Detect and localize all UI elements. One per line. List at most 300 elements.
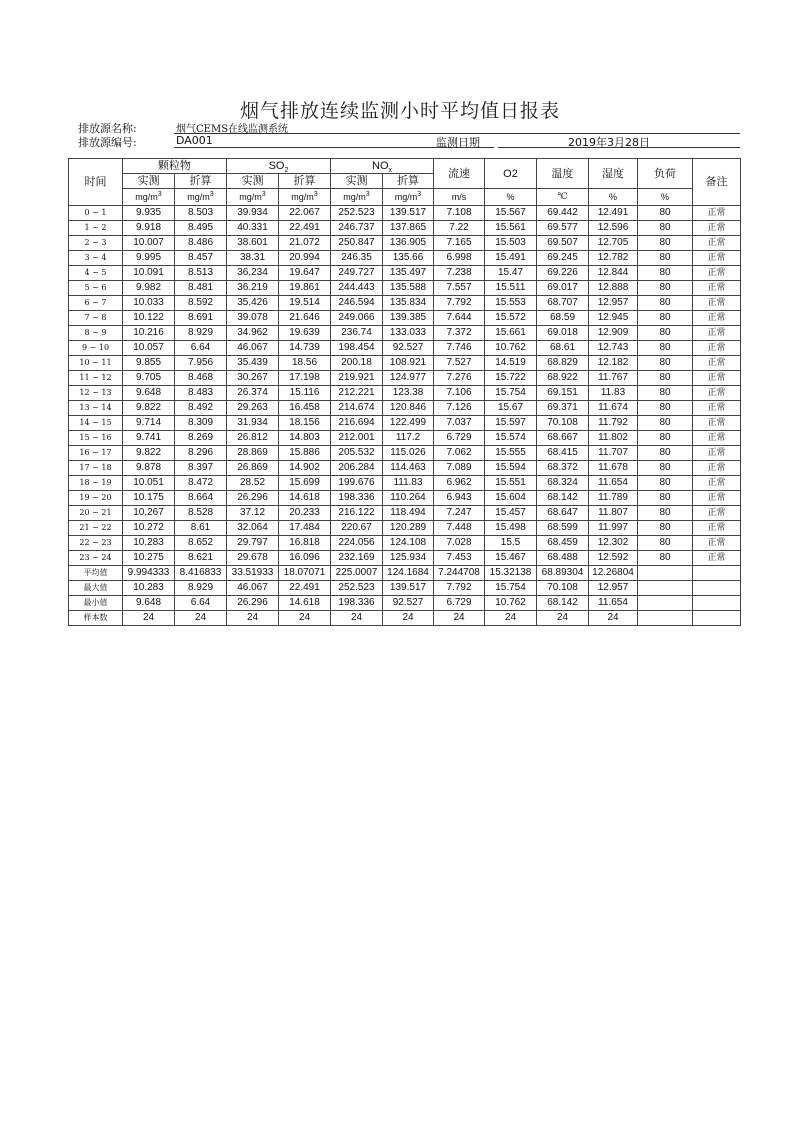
table-cell: 12.182 — [589, 356, 638, 371]
table-row — [69, 536, 741, 551]
table-cell: 135.497 — [383, 266, 434, 281]
table-cell: 236.74 — [331, 326, 383, 341]
table-cell: 11.789 — [589, 491, 638, 506]
table-cell: 133.033 — [383, 326, 434, 341]
table-cell: 16.458 — [279, 401, 331, 416]
table-cell: 10.175 — [123, 491, 175, 506]
table-cell: 7.247 — [434, 506, 485, 521]
table-cell: 80 — [638, 206, 693, 221]
table-cell: 9.878 — [123, 461, 175, 476]
table-cell: 12.888 — [589, 281, 638, 296]
source-name-value: 烟气CEMS在线监测系统 — [176, 124, 289, 135]
table-cell: 11.83 — [589, 386, 638, 401]
table-cell: 8.472 — [175, 476, 227, 491]
table-cell: 15.116 — [279, 386, 331, 401]
table-cell: 80 — [638, 296, 693, 311]
table-body — [69, 206, 741, 566]
table-cell: 7.372 — [434, 326, 485, 341]
table-cell: 12.26804 — [589, 566, 638, 581]
table-cell: 68.488 — [537, 551, 589, 566]
table-row-label: 0 ~ 1 — [69, 206, 123, 221]
table-row — [69, 311, 741, 326]
col-remarks: 备注 — [693, 159, 741, 206]
table-cell: 225.0007 — [331, 566, 383, 581]
table-cell: 80 — [638, 251, 693, 266]
table-cell: 118.494 — [383, 506, 434, 521]
table-cell: 40.331 — [227, 221, 279, 236]
table-cell: 69.245 — [537, 251, 589, 266]
table-cell: 12.957 — [589, 296, 638, 311]
table-cell: 80 — [638, 311, 693, 326]
table-cell: 68.415 — [537, 446, 589, 461]
table-cell: 10.272 — [123, 521, 175, 536]
table-cell: 11.678 — [589, 461, 638, 476]
table-cell: 7.746 — [434, 341, 485, 356]
table-cell: 7.165 — [434, 236, 485, 251]
table-cell — [638, 611, 693, 626]
table-cell: 115.026 — [383, 446, 434, 461]
table-cell: 正常 — [693, 521, 741, 536]
col-time: 时间 — [69, 159, 123, 206]
table-cell: 68.647 — [537, 506, 589, 521]
unit-o2: % — [485, 189, 537, 206]
table-cell: 24 — [537, 611, 589, 626]
table-cell: 29.263 — [227, 401, 279, 416]
table-cell: 110.264 — [383, 491, 434, 506]
table-row — [69, 461, 741, 476]
table-cell: 11.654 — [589, 596, 638, 611]
table-row — [69, 251, 741, 266]
table-cell: 10.007 — [123, 236, 175, 251]
table-cell: 80 — [638, 221, 693, 236]
table-row — [69, 221, 741, 236]
table-row-label: 10 ~ 11 — [69, 356, 123, 371]
table-cell: 6.998 — [434, 251, 485, 266]
table-cell: 244.443 — [331, 281, 383, 296]
table-cell: 139.385 — [383, 311, 434, 326]
date-label: 监测日期 — [436, 136, 480, 149]
table-cell: 7.126 — [434, 401, 485, 416]
table-cell: 6.729 — [434, 596, 485, 611]
table-cell: 14.618 — [279, 491, 331, 506]
table-cell: 9.982 — [123, 281, 175, 296]
table-cell: 18.56 — [279, 356, 331, 371]
table-cell: 7.276 — [434, 371, 485, 386]
unit-cell: $mg/m^3$ — [123, 189, 175, 206]
table-row — [69, 341, 741, 356]
unit-flow: m/s — [434, 189, 485, 206]
table-cell: 80 — [638, 371, 693, 386]
table-cell: 249.727 — [331, 266, 383, 281]
table-cell: 14.902 — [279, 461, 331, 476]
table-cell: 正常 — [693, 221, 741, 236]
table-cell: 7.028 — [434, 536, 485, 551]
stats-row-label: 平均值 — [69, 566, 123, 581]
table-cell: 205.532 — [331, 446, 383, 461]
table-row-label: 11 ~ 12 — [69, 371, 123, 386]
table-cell: 正常 — [693, 371, 741, 386]
table-cell: 10.267 — [123, 506, 175, 521]
stats-row-label: 样本数 — [69, 611, 123, 626]
table-row-label: 16 ~ 17 — [69, 446, 123, 461]
table-cell: 224.056 — [331, 536, 383, 551]
table-cell: 7.527 — [434, 356, 485, 371]
table-row-label: 18 ~ 19 — [69, 476, 123, 491]
table-cell: 36.234 — [227, 266, 279, 281]
table-cell: 14.618 — [279, 596, 331, 611]
table-cell: 15.594 — [485, 461, 537, 476]
table-cell: 7.22 — [434, 221, 485, 236]
table-row-label: 9 ~ 10 — [69, 341, 123, 356]
source-id-row — [68, 134, 740, 148]
particulate-measured: 实测 — [123, 174, 175, 189]
col-humidity: 湿度 — [589, 159, 638, 189]
table-cell: 14.803 — [279, 431, 331, 446]
table-cell: 17.198 — [279, 371, 331, 386]
table-cell: 124.977 — [383, 371, 434, 386]
table-cell: 15.699 — [279, 476, 331, 491]
stats-body — [69, 566, 741, 626]
source-name-label: 排放源名称: — [78, 122, 137, 135]
col-nox: $NO_x$ — [331, 159, 434, 174]
col-load: 负荷 — [638, 159, 693, 189]
table-cell: 68.459 — [537, 536, 589, 551]
table-cell: 11.807 — [589, 506, 638, 521]
table-cell: 198.454 — [331, 341, 383, 356]
table-cell: 21.072 — [279, 236, 331, 251]
table-row — [69, 476, 741, 491]
table-cell: 35.426 — [227, 296, 279, 311]
table-row — [69, 371, 741, 386]
table-cell: 24 — [434, 611, 485, 626]
table-cell: 200.18 — [331, 356, 383, 371]
table-row-label: 4 ~ 5 — [69, 266, 123, 281]
table-cell: 28.52 — [227, 476, 279, 491]
table-cell: 8.513 — [175, 266, 227, 281]
table-cell: 20.233 — [279, 506, 331, 521]
table-cell: 80 — [638, 491, 693, 506]
table-cell: 12.782 — [589, 251, 638, 266]
table-row-label: 3 ~ 4 — [69, 251, 123, 266]
table-cell: 108.921 — [383, 356, 434, 371]
table-cell: 21.646 — [279, 311, 331, 326]
table-cell: 6.943 — [434, 491, 485, 506]
table-cell: 15.498 — [485, 521, 537, 536]
table-cell: 232.169 — [331, 551, 383, 566]
table-cell: 32.064 — [227, 521, 279, 536]
table-cell: 15.661 — [485, 326, 537, 341]
table-cell: 80 — [638, 266, 693, 281]
table-row — [69, 326, 741, 341]
table-cell: 8.492 — [175, 401, 227, 416]
table-cell: 68.707 — [537, 296, 589, 311]
table-cell: 252.523 — [331, 581, 383, 596]
table-cell: 70.108 — [537, 416, 589, 431]
unit-cell: $mg/m^3$ — [175, 189, 227, 206]
table-cell: 15.511 — [485, 281, 537, 296]
table-cell: 212.001 — [331, 431, 383, 446]
table-cell: 38.31 — [227, 251, 279, 266]
table-cell: 正常 — [693, 386, 741, 401]
table-cell: 7.108 — [434, 206, 485, 221]
table-cell: 8.503 — [175, 206, 227, 221]
table-cell: 46.067 — [227, 341, 279, 356]
table-cell: 19.861 — [279, 281, 331, 296]
table-cell: 80 — [638, 416, 693, 431]
table-row-label: 17 ~ 18 — [69, 461, 123, 476]
stats-row — [69, 611, 741, 626]
table-cell: 15.32138 — [485, 566, 537, 581]
nox-measured: 实测 — [331, 174, 383, 189]
table-cell: 7.448 — [434, 521, 485, 536]
table-cell: 8.664 — [175, 491, 227, 506]
stats-row — [69, 596, 741, 611]
table-cell: 10.057 — [123, 341, 175, 356]
unit-cell: $mg/m^3$ — [279, 189, 331, 206]
table-row-label: 2 ~ 3 — [69, 236, 123, 251]
table-row-label: 23 ~ 24 — [69, 551, 123, 566]
table-cell: 19.647 — [279, 266, 331, 281]
table-cell: 8.652 — [175, 536, 227, 551]
table-cell: 249.066 — [331, 311, 383, 326]
table-cell: 68.324 — [537, 476, 589, 491]
source-id-value: DA001 — [176, 134, 213, 147]
table-cell: 8.457 — [175, 251, 227, 266]
table-cell: 7.062 — [434, 446, 485, 461]
table-cell: 111.83 — [383, 476, 434, 491]
table-cell: 10.275 — [123, 551, 175, 566]
table-cell: 80 — [638, 551, 693, 566]
unit-temp: ℃ — [537, 189, 589, 206]
table-cell: 15.503 — [485, 236, 537, 251]
table-cell: 7.644 — [434, 311, 485, 326]
col-temp: 温度 — [537, 159, 589, 189]
table-cell: 正常 — [693, 206, 741, 221]
table-cell: 15.457 — [485, 506, 537, 521]
table-cell: 14.519 — [485, 356, 537, 371]
table-cell: 124.108 — [383, 536, 434, 551]
table-cell: 9.995 — [123, 251, 175, 266]
table-cell: 9.822 — [123, 401, 175, 416]
table-cell: 15.572 — [485, 311, 537, 326]
table-cell: 12.302 — [589, 536, 638, 551]
table-cell: 37.12 — [227, 506, 279, 521]
table-cell: 15.491 — [485, 251, 537, 266]
table-cell: 198.336 — [331, 596, 383, 611]
table-cell: 正常 — [693, 401, 741, 416]
table-cell: 15.754 — [485, 581, 537, 596]
table-cell: 6.64 — [175, 341, 227, 356]
unit-cell: $mg/m^3$ — [227, 189, 279, 206]
table-row-label: 21 ~ 22 — [69, 521, 123, 536]
table-cell: 8.483 — [175, 386, 227, 401]
table-cell: 正常 — [693, 236, 741, 251]
table-row-label: 19 ~ 20 — [69, 491, 123, 506]
table-cell: 正常 — [693, 446, 741, 461]
table-cell: 80 — [638, 431, 693, 446]
table-cell: 16.818 — [279, 536, 331, 551]
table-cell: 17.484 — [279, 521, 331, 536]
table-cell: 216.122 — [331, 506, 383, 521]
table-row — [69, 521, 741, 536]
table-cell: 122.499 — [383, 416, 434, 431]
table-cell: 7.037 — [434, 416, 485, 431]
table-cell: 12.945 — [589, 311, 638, 326]
table-cell: 19.514 — [279, 296, 331, 311]
table-cell: 26.812 — [227, 431, 279, 446]
table-cell: 12.909 — [589, 326, 638, 341]
table-cell: 9.918 — [123, 221, 175, 236]
table-cell: 68.142 — [537, 491, 589, 506]
table-cell: 15.722 — [485, 371, 537, 386]
table-cell: 12.743 — [589, 341, 638, 356]
table-cell: 135.588 — [383, 281, 434, 296]
table-cell: 114.463 — [383, 461, 434, 476]
table-cell: 26.869 — [227, 461, 279, 476]
table-cell: 8.296 — [175, 446, 227, 461]
table-cell: 10.122 — [123, 311, 175, 326]
table-cell: 正常 — [693, 281, 741, 296]
table-cell: 220.67 — [331, 521, 383, 536]
table-cell: 11.997 — [589, 521, 638, 536]
table-cell: 80 — [638, 461, 693, 476]
table-cell: 68.829 — [537, 356, 589, 371]
table-cell: 39.078 — [227, 311, 279, 326]
table-cell: 11.674 — [589, 401, 638, 416]
particulate-converted: 折算 — [175, 174, 227, 189]
table-cell: 正常 — [693, 506, 741, 521]
table-cell: 68.59 — [537, 311, 589, 326]
table-cell: 15.604 — [485, 491, 537, 506]
table-cell: 8.691 — [175, 311, 227, 326]
table-cell: 正常 — [693, 431, 741, 446]
table-row-label: 14 ~ 15 — [69, 416, 123, 431]
table-cell: 24 — [123, 611, 175, 626]
table-cell: 11.792 — [589, 416, 638, 431]
table-cell: 29.678 — [227, 551, 279, 566]
table-cell: 12.596 — [589, 221, 638, 236]
table-cell: 139.517 — [383, 206, 434, 221]
table-cell: 8.468 — [175, 371, 227, 386]
table-cell: 80 — [638, 281, 693, 296]
table-cell: 8.592 — [175, 296, 227, 311]
table-cell: 10.033 — [123, 296, 175, 311]
table-cell: 26.296 — [227, 596, 279, 611]
table-cell: 68.89304 — [537, 566, 589, 581]
table-cell — [693, 611, 741, 626]
table-cell: 15.5 — [485, 536, 537, 551]
table-cell: 7.453 — [434, 551, 485, 566]
table-cell: 9.714 — [123, 416, 175, 431]
table-cell: 68.667 — [537, 431, 589, 446]
table-cell: 246.594 — [331, 296, 383, 311]
stats-row-label: 最小值 — [69, 596, 123, 611]
table-cell: 15.567 — [485, 206, 537, 221]
table-cell: 136.905 — [383, 236, 434, 251]
table-cell: 68.599 — [537, 521, 589, 536]
table-cell: 14.739 — [279, 341, 331, 356]
table-cell: 10.283 — [123, 581, 175, 596]
table-cell: 正常 — [693, 251, 741, 266]
table-cell: 68.372 — [537, 461, 589, 476]
table-cell: 10.762 — [485, 341, 537, 356]
table-row-label: 5 ~ 6 — [69, 281, 123, 296]
table-cell: 15.553 — [485, 296, 537, 311]
table-cell: 80 — [638, 446, 693, 461]
table-cell: 31.934 — [227, 416, 279, 431]
table-cell: 8.486 — [175, 236, 227, 251]
table-cell: 8.309 — [175, 416, 227, 431]
table-cell: 135.834 — [383, 296, 434, 311]
table-cell: 125.934 — [383, 551, 434, 566]
table-cell: 80 — [638, 536, 693, 551]
table-cell: 69.577 — [537, 221, 589, 236]
stats-row-label: 最大值 — [69, 581, 123, 596]
table-cell: 29.797 — [227, 536, 279, 551]
table-cell: 正常 — [693, 326, 741, 341]
table-cell: 69.507 — [537, 236, 589, 251]
table-cell: 219.921 — [331, 371, 383, 386]
table-cell: 70.108 — [537, 581, 589, 596]
unit-load: % — [638, 189, 693, 206]
table-cell: 33.51933 — [227, 566, 279, 581]
table-row-label: 1 ~ 2 — [69, 221, 123, 236]
table-cell: 38.601 — [227, 236, 279, 251]
table-cell: 11.707 — [589, 446, 638, 461]
table-cell: 69.018 — [537, 326, 589, 341]
table-cell: 35.439 — [227, 356, 279, 371]
table-cell: 7.792 — [434, 581, 485, 596]
table-cell: 69.226 — [537, 266, 589, 281]
table-cell: 68.61 — [537, 341, 589, 356]
table-cell: 24 — [175, 611, 227, 626]
table-cell: 9.994333 — [123, 566, 175, 581]
table-cell: 18.07071 — [279, 566, 331, 581]
table-cell: 15.467 — [485, 551, 537, 566]
table-cell: 80 — [638, 521, 693, 536]
table-cell: 8.495 — [175, 221, 227, 236]
table-cell: 120.846 — [383, 401, 434, 416]
col-so2: $SO_2$ — [227, 159, 331, 174]
table-cell: 80 — [638, 326, 693, 341]
table-cell: 80 — [638, 356, 693, 371]
table-cell — [638, 566, 693, 581]
table-row — [69, 506, 741, 521]
table-cell: 36.219 — [227, 281, 279, 296]
table-cell: 199.676 — [331, 476, 383, 491]
table-cell: 7.792 — [434, 296, 485, 311]
table-cell: 34.962 — [227, 326, 279, 341]
nox-converted: 折算 — [383, 174, 434, 189]
table-cell: 9.648 — [123, 386, 175, 401]
table-cell: 68.142 — [537, 596, 589, 611]
table-cell: 正常 — [693, 416, 741, 431]
table-cell: 123.38 — [383, 386, 434, 401]
table-cell: 19.639 — [279, 326, 331, 341]
table-cell: 7.557 — [434, 281, 485, 296]
table-cell: 正常 — [693, 461, 741, 476]
table-cell: 15.574 — [485, 431, 537, 446]
table-cell: 139.517 — [383, 581, 434, 596]
table-cell: 46.067 — [227, 581, 279, 596]
stats-row — [69, 566, 741, 581]
col-particulate: 颗粒物 — [123, 159, 227, 174]
report-title: 烟气排放连续监测小时平均值日报表 — [239, 100, 560, 122]
table-cell: 15.597 — [485, 416, 537, 431]
table-cell: 80 — [638, 386, 693, 401]
table-row — [69, 401, 741, 416]
table-cell: 198.336 — [331, 491, 383, 506]
